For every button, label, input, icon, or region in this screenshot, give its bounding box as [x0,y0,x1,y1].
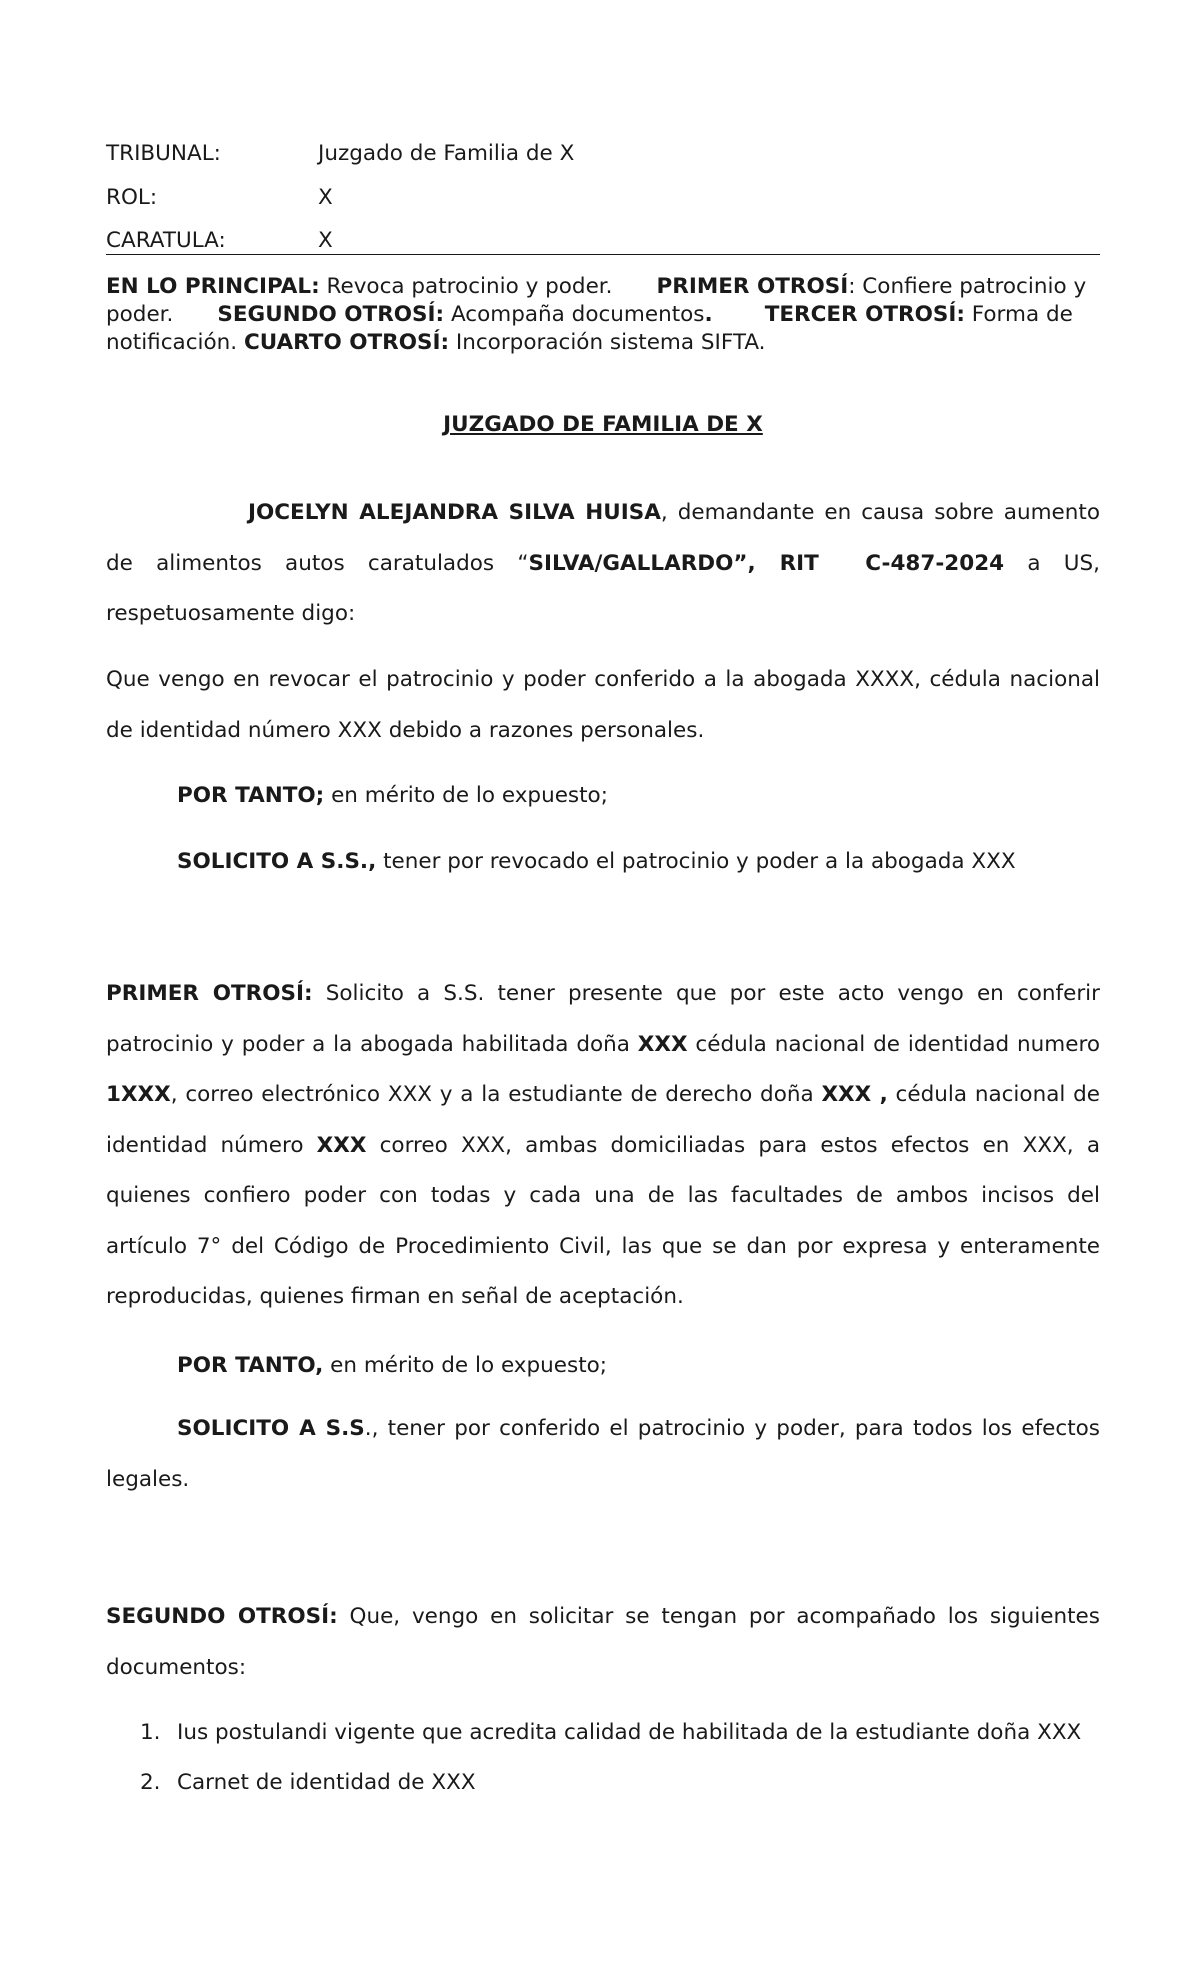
solicito-text: tener por revocado el patrocinio y poder a la abogada XXX [376,849,1016,874]
cuarto-otrosi-text: Incorporación sistema SIFTA. [449,330,766,355]
rol-label: ROL: [106,185,158,210]
lawyer-name: XXX [637,1031,688,1057]
header-divider [106,254,1100,255]
por-tanto-principal [177,781,1100,811]
list-item: Ius postulandi vigente que acredita calidad de habilitada de la estudiante doña XXX [177,1720,1082,1745]
primer-otrosi-label: PRIMER OTROSÍ [656,274,849,299]
segundo-otrosi-label: SEGUNDO OTROSÍ: [217,302,445,327]
solicito-label: SOLICITO A S.S., [177,849,377,874]
principal-label: EN LO PRINCIPAL: [106,274,320,299]
caratula-label: CARATULA: [106,228,226,253]
por-tanto-primer-otrosi [177,1351,1100,1381]
intro-text-2: a US, respetuosamente digo: [106,550,1100,626]
por-tanto-text-2: en mérito de lo expuesto; [323,1353,608,1378]
revoke-paragraph: Que vengo en revocar el patrocinio y poder conferido a la abogada XXXX, cédula nacional de identidad número XXX debido a razones personales. [106,667,1100,743]
tribunal-label: TRIBUNAL: [106,141,221,166]
segundo-otrosi-paragraph [106,1592,1100,1693]
plaintiff-name: JOCELYN ALEJANDRA SILVA HUISA [248,500,661,525]
tercer-otrosi-text: Forma de notificación. [106,302,1073,355]
solicito-label-2: SOLICITO A S.S [177,1416,365,1441]
principal-text: Revoca patrocinio y poder. [319,274,613,299]
tercer-otrosi-label: TERCER OTROSÍ: [764,302,965,327]
primer-otrosi-text-4: cédula nacional de identidad número [106,1082,1100,1158]
summary-paragraph [106,273,1100,357]
student-name: XXX , [821,1082,888,1107]
por-tanto-text: en mérito de lo expuesto; [324,783,608,808]
caratula-value: X [318,228,333,253]
document-title: JUZGADO DE FAMILIA DE X [443,412,763,437]
segundo-otrosi-body: Que, vengo en solicitar se tengan por acompañado los siguientes documentos: [106,1604,1100,1680]
intro-text-1: , demandante en causa sobre aumento de alimentos autos caratulados “ [106,500,1100,576]
list-item: Carnet de identidad de XXX [177,1770,476,1795]
case-name: SILVA/GALLARDO”, RIT [528,550,819,576]
por-tanto-label: POR TANTO; [177,783,325,808]
primer-otrosi-text-5: correo XXX, ambas domiciliadas para estos efectos en XXX, a quienes confiero poder con todas y cada una de las facultades de ambos incisos del artículo 7° del Código de Procedimiento Civil, las que se dan por expresa y enteramente reproducidas, quienes firman en señal de aceptación. [106,1132,1100,1309]
solicito-principal [177,847,1100,877]
intro-space [819,551,865,576]
intro-paragraph [106,488,1100,640]
rit-number: C-487-2024 [865,550,1005,576]
primer-otrosi-text-2: cédula nacional de identidad numero [687,1031,1100,1057]
cuarto-otrosi-label: CUARTO OTROSÍ: [243,330,450,355]
solicito-text-2: ., tener por conferido el patrocinio y poder, para todos los efectos legales. [106,1416,1100,1492]
por-tanto-label-2: POR TANTO, [177,1353,324,1378]
rol-value: X [318,185,333,210]
tribunal-value: Juzgado de Familia de X [318,141,575,166]
list-item-number: 2. [140,1770,161,1795]
primer-otrosi-paragraph [106,969,1100,1323]
lawyer-id: 1XXX [106,1082,171,1107]
student-id: XXX [316,1132,367,1158]
solicito-primer-otrosi [106,1404,1100,1505]
primer-otrosi-text-1: Solicito a S.S. tener presente que por este acto vengo en conferir patrocinio y poder a la abogada habilitada doña [106,981,1100,1057]
list-item-number: 1. [140,1720,161,1745]
segundo-otrosi-text: Acompaña documentos [444,302,705,327]
primer-otrosi-text: : Confiere patrocinio y poder. [106,274,1087,327]
primer-otrosi-text-3: , correo electrónico XXX y a la estudiante de derecho doña [170,1082,822,1107]
primer-otrosi-heading: PRIMER OTROSÍ: [106,981,313,1006]
segundo-otrosi-dot: . [704,302,713,327]
segundo-otrosi-heading: SEGUNDO OTROSÍ: [106,1604,338,1629]
